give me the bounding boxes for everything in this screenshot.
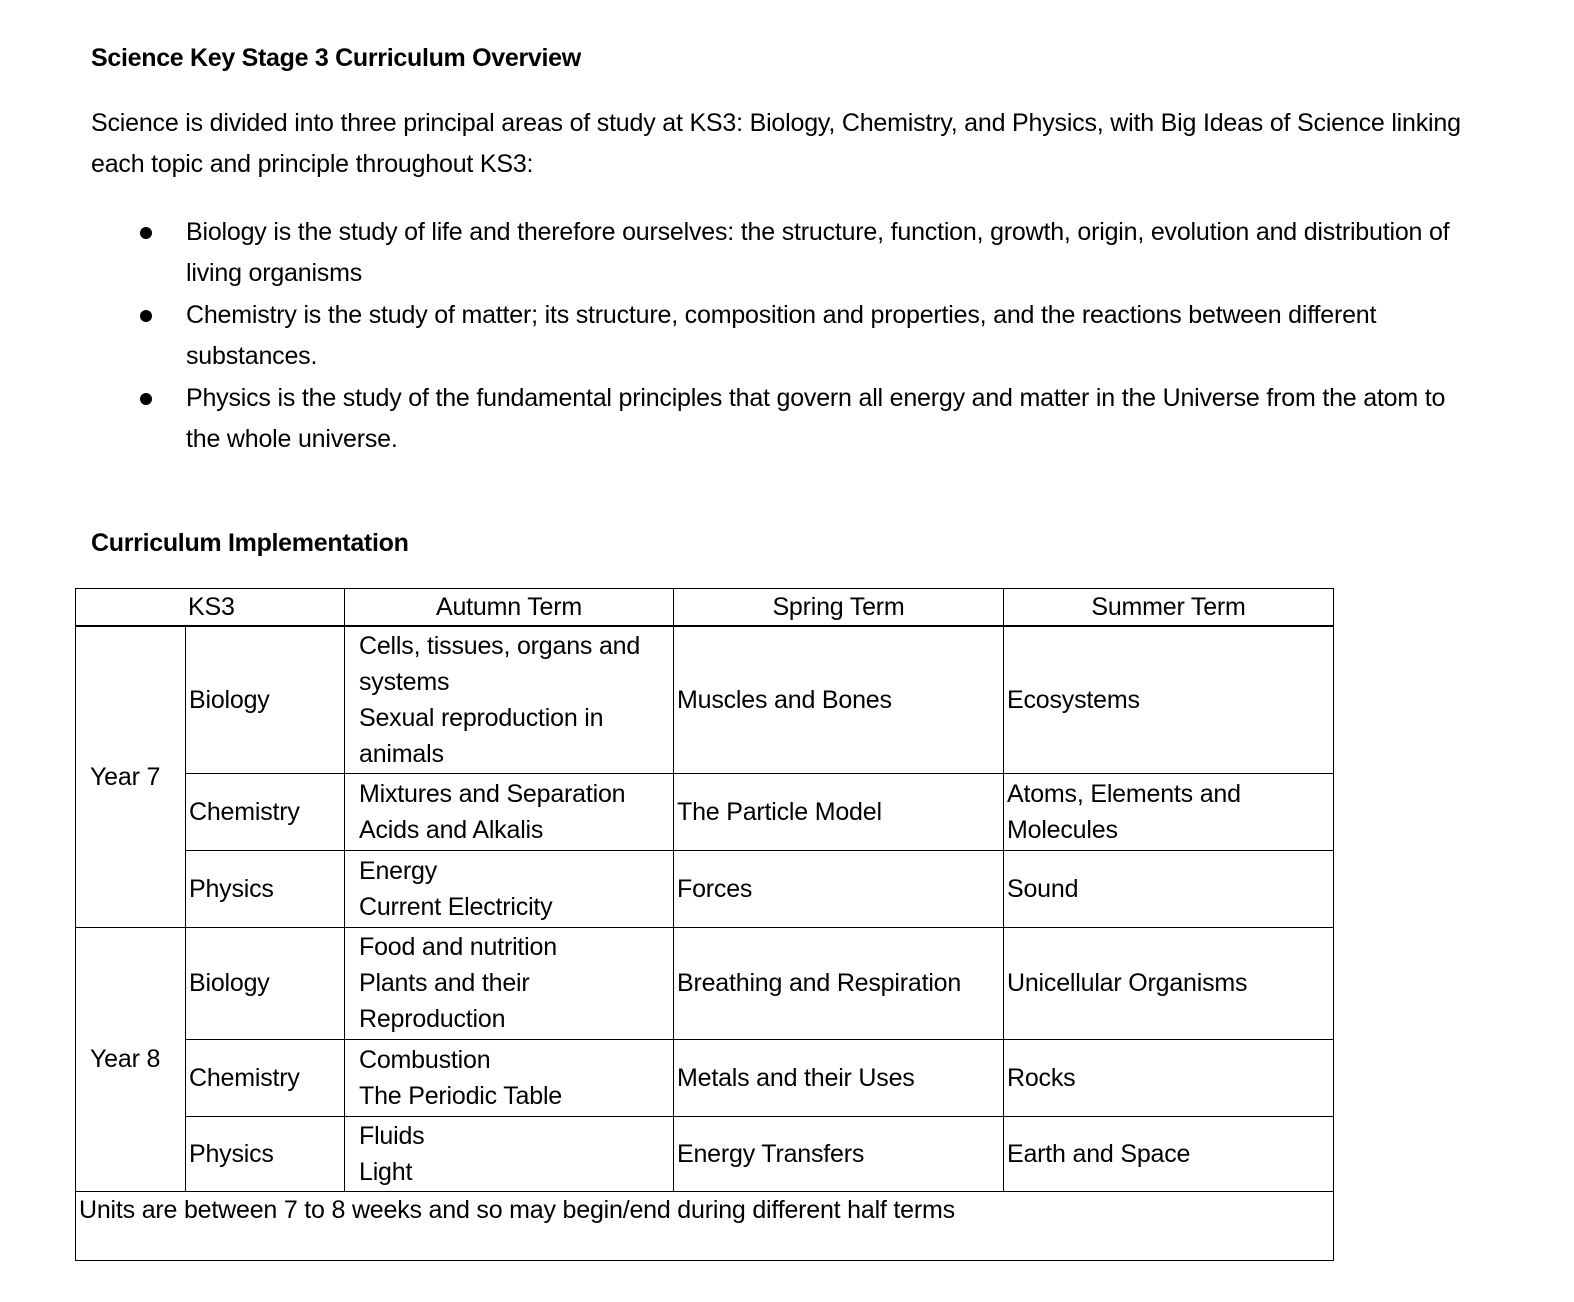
- subject-cell: Physics: [186, 1116, 345, 1191]
- bullet-chemistry: Chemistry is the study of matter; its structure, composition and properties, and the reactions between different substances.: [0, 295, 1486, 377]
- summer-cell: Rocks: [1004, 1039, 1334, 1116]
- subject-cell: Physics: [186, 850, 345, 927]
- year-label: Year 7: [76, 626, 186, 927]
- table-footnote: Units are between 7 to 8 weeks and so may begin/end during different half terms: [76, 1191, 1334, 1260]
- table-row: [76, 626, 1334, 773]
- spring-cell: Energy Transfers: [674, 1116, 1004, 1191]
- header-autumn: Autumn Term: [345, 589, 674, 627]
- header-ks3: KS3: [76, 589, 345, 627]
- table-row: [76, 773, 1334, 850]
- autumn-cell: Food and nutrition Plants and their Reproduction: [345, 927, 674, 1039]
- summer-cell: Sound: [1004, 850, 1334, 927]
- spring-cell: Forces: [674, 850, 1004, 927]
- table-row: [76, 1039, 1334, 1116]
- summer-cell: Earth and Space: [1004, 1116, 1334, 1191]
- bullet-physics: Physics is the study of the fundamental principles that govern all energy and matter in the Universe from the atom to the whole universe.: [0, 378, 1486, 460]
- summer-cell: Ecosystems: [1004, 626, 1334, 773]
- section-heading: Curriculum Implementation: [91, 529, 409, 557]
- header-summer: Summer Term: [1004, 589, 1334, 627]
- spring-cell: Breathing and Respiration: [674, 927, 1004, 1039]
- bullet-dot-icon: [140, 393, 152, 405]
- summer-cell: Atoms, Elements and Molecules: [1004, 773, 1334, 850]
- bullet-dot-icon: [140, 310, 152, 322]
- bullet-biology: Biology is the study of life and therefore ourselves: the structure, function, growth, origin, evolution and distribution of living organisms: [0, 212, 1486, 294]
- autumn-cell: Mixtures and Separation Acids and Alkalis: [345, 773, 674, 850]
- summer-cell: Unicellular Organisms: [1004, 927, 1334, 1039]
- spring-cell: The Particle Model: [674, 773, 1004, 850]
- subject-cell: Biology: [186, 927, 345, 1039]
- table-row: [76, 1116, 1334, 1191]
- autumn-cell: Combustion The Periodic Table: [345, 1039, 674, 1116]
- year-label: Year 8: [76, 927, 186, 1191]
- autumn-cell: Cells, tissues, organs and systems Sexual reproduction in animals: [345, 626, 674, 773]
- intro-paragraph: Science is divided into three principal areas of study at KS3: Biology, Chemistry, and Physics, with Big Ideas of Science linking each topic and principle throughout KS3:: [91, 109, 1461, 178]
- table-header-row: [76, 589, 1334, 627]
- autumn-cell: Fluids Light: [345, 1116, 674, 1191]
- autumn-cell: Energy Current Electricity: [345, 850, 674, 927]
- page-title: Science Key Stage 3 Curriculum Overview: [91, 44, 581, 72]
- subject-bullet-list: [0, 212, 1574, 461]
- table-row: [76, 927, 1334, 1039]
- bullet-dot-icon: [140, 227, 152, 239]
- subject-cell: Biology: [186, 626, 345, 773]
- subject-cell: Chemistry: [186, 1039, 345, 1116]
- subject-cell: Chemistry: [186, 773, 345, 850]
- spring-cell: Metals and their Uses: [674, 1039, 1004, 1116]
- header-spring: Spring Term: [674, 589, 1004, 627]
- table-row: [76, 850, 1334, 927]
- spring-cell: Muscles and Bones: [674, 626, 1004, 773]
- curriculum-table: [75, 588, 1334, 1261]
- table-footer-row: [76, 1191, 1334, 1260]
